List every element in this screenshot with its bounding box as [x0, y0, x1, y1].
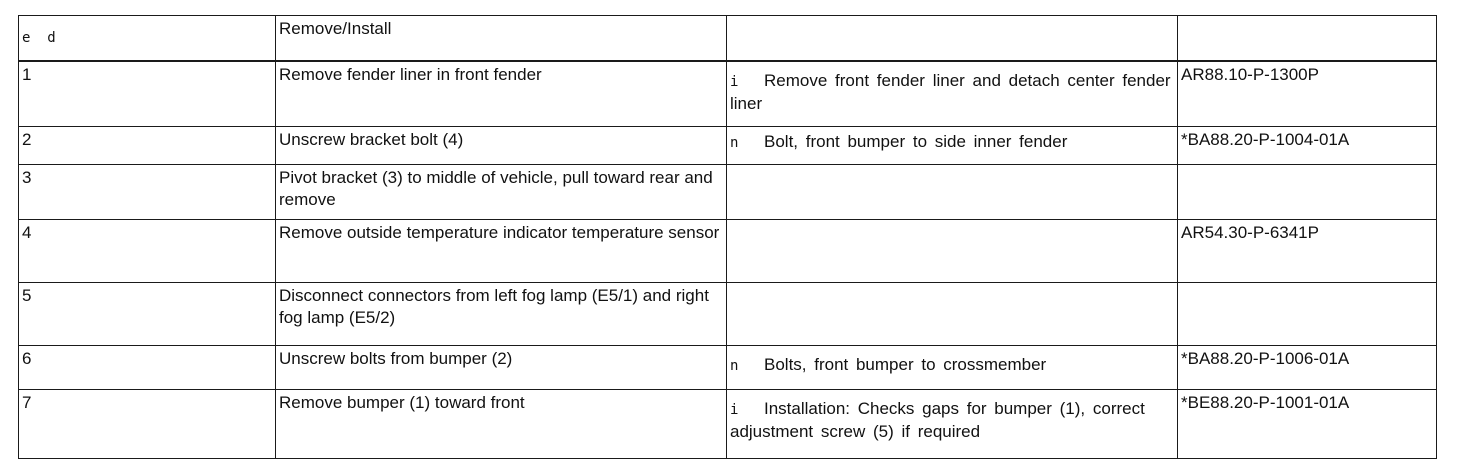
- table-row: [19, 283, 1437, 346]
- note-cell: [727, 346, 1178, 390]
- reference-cell: [1178, 220, 1437, 283]
- action-cell: [276, 165, 727, 220]
- table-row: [19, 346, 1437, 390]
- note-cell: [727, 283, 1178, 346]
- header-step-cell: [19, 16, 276, 62]
- step-number-cell: [19, 165, 276, 220]
- procedure-table: [18, 15, 1437, 459]
- step-number-cell: [19, 127, 276, 165]
- note-cell: [727, 390, 1178, 459]
- reference-cell: [1178, 390, 1437, 459]
- action-cell: [276, 220, 727, 283]
- action-text: Disconnect connectors from left fog lamp (E5/1) and right fog lamp (E5/2): [279, 286, 709, 327]
- step-number: 3: [22, 168, 32, 187]
- reference-link[interactable]: AR54.30-P-6341P: [1181, 223, 1319, 242]
- note-text: Remove front fender liner and detach center fender liner: [730, 71, 1171, 113]
- table-header-row: [19, 16, 1437, 62]
- step-number-cell: [19, 390, 276, 459]
- reference-cell: [1178, 283, 1437, 346]
- note-cell: [727, 165, 1178, 220]
- action-cell: [276, 390, 727, 459]
- reference-link[interactable]: *BA88.20-P-1006-01A: [1181, 349, 1350, 368]
- step-number-cell: [19, 220, 276, 283]
- note-text: Bolts, front bumper to crossmember: [764, 355, 1047, 374]
- torque-symbol-icon: n: [730, 135, 739, 151]
- step-number: 5: [22, 286, 32, 305]
- step-number-cell: [19, 346, 276, 390]
- action-text: Pivot bracket (3) to middle of vehicle, pull toward rear and remove: [279, 168, 713, 209]
- header-reference-cell: [1178, 16, 1437, 62]
- action-text: Unscrew bracket bolt (4): [279, 130, 464, 149]
- header-step-label: e d: [22, 30, 56, 46]
- table-row: [19, 165, 1437, 220]
- step-number: 1: [22, 65, 32, 84]
- step-number: 2: [22, 130, 32, 149]
- header-note-cell: [727, 16, 1178, 62]
- table-row: [19, 390, 1437, 459]
- procedure-table-wrapper: [18, 15, 1436, 441]
- reference-cell: [1178, 346, 1437, 390]
- reference-cell: [1178, 165, 1437, 220]
- step-number-cell: [19, 61, 276, 127]
- reference-link[interactable]: *BE88.20-P-1001-01A: [1181, 393, 1350, 412]
- step-number-cell: [19, 283, 276, 346]
- action-text: Remove bumper (1) toward front: [279, 393, 525, 412]
- reference-link[interactable]: *BA88.20-P-1004-01A: [1181, 130, 1350, 149]
- table-row: [19, 220, 1437, 283]
- step-number: 6: [22, 349, 32, 368]
- info-symbol-icon: i: [730, 402, 739, 418]
- header-action-label: Remove/Install: [279, 19, 392, 38]
- note-cell: [727, 61, 1178, 127]
- reference-cell: [1178, 127, 1437, 165]
- torque-symbol-icon: n: [730, 358, 739, 374]
- table-row: [19, 61, 1437, 127]
- note-cell: [727, 220, 1178, 283]
- step-number: 4: [22, 223, 32, 242]
- action-cell: [276, 127, 727, 165]
- reference-link[interactable]: AR88.10-P-1300P: [1181, 65, 1319, 84]
- info-symbol-icon: i: [730, 74, 739, 90]
- action-text: Remove fender liner in front fender: [279, 65, 542, 84]
- header-action-cell: [276, 16, 727, 62]
- step-number: 7: [22, 393, 32, 412]
- reference-cell: [1178, 61, 1437, 127]
- action-text: Unscrew bolts from bumper (2): [279, 349, 513, 368]
- note-cell: [727, 127, 1178, 165]
- note-text: Bolt, front bumper to side inner fender: [764, 132, 1068, 151]
- action-cell: [276, 346, 727, 390]
- action-cell: [276, 283, 727, 346]
- note-text: Installation: Checks gaps for bumper (1), correct adjustment screw (5) if required: [730, 399, 1145, 441]
- action-text: Remove outside temperature indicator temperature sensor: [279, 223, 720, 242]
- table-row: [19, 127, 1437, 165]
- action-cell: [276, 61, 727, 127]
